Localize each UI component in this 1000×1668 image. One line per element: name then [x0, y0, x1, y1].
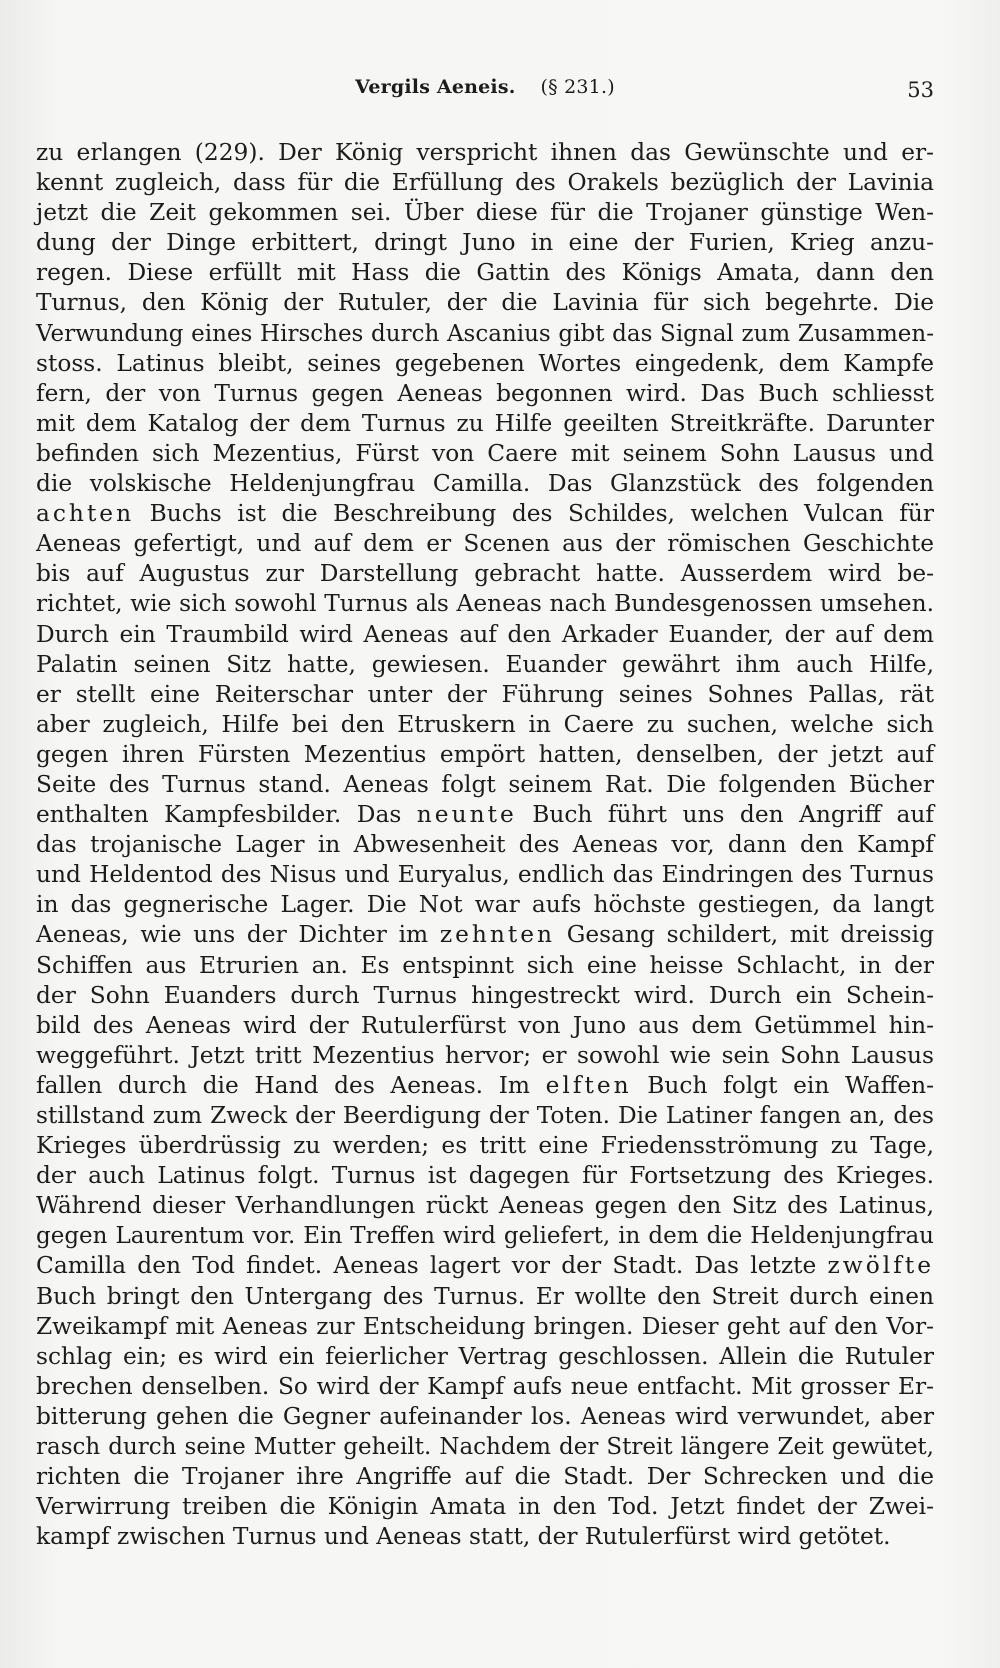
text-line: Aeneas gefertigt, und auf dem er Scenen aus der römischen Geschichte — [36, 530, 934, 558]
page-header — [36, 76, 934, 106]
body-text — [36, 138, 934, 1552]
text-line: kennt zugleich, dass für die Erfüllung des Orakels bezüglich der Lavinia — [36, 169, 934, 197]
text-line: die volskische Heldenjungfrau Camilla. Das Glanzstück des folgenden — [36, 470, 934, 498]
text-line: enthalten Kampfesbilder. Das neunte Buch führt uns den Angriff auf — [36, 801, 934, 829]
running-title-text: Vergils Aeneis. — [355, 76, 516, 98]
text-line: kampf zwischen Turnus und Aeneas statt, der Rutulerfürst wird getötet. — [36, 1523, 891, 1551]
text-line: zu erlangen (229). Der König verspricht ihnen das Gewünschte und er- — [36, 139, 934, 166]
text-line: bild des Aeneas wird der Rutulerfürst von Juno aus dem Getümmel hin- — [36, 1011, 934, 1039]
text-line: rasch durch seine Mutter geheilt. Nachdem der Streit längere Zeit gewütet, — [36, 1434, 934, 1461]
text-line: Aeneas, wie uns der Dichter im zehnten Gesang schildert, mit dreissig — [36, 921, 934, 949]
text-line: in das gegnerische Lager. Die Not war aufs höchste gestiegen, da langt — [36, 891, 934, 919]
text-line: Buch bringt den Untergang des Turnus. Er wollte den Streit durch einen — [36, 1282, 934, 1310]
emphasized-word: zwölfte — [827, 1252, 934, 1280]
text-line: stoss. Latinus bleibt, seines gegebenen Wortes eingedenk, dem Kampfe — [36, 349, 934, 377]
text-line: Krieges überdrüssig zu werden; es tritt eine Friedensströmung zu Tage, — [36, 1132, 934, 1160]
text-line: fallen durch die Hand des Aeneas. Im elften Buch folgt ein Waffen- — [36, 1071, 934, 1099]
text-line: und Heldentod des Nisus und Euryalus, endlich das Eindringen des Turnus — [36, 861, 934, 889]
text-line: bitterung gehen die Gegner aufeinander los. Aeneas wird verwundet, aber — [36, 1402, 934, 1430]
text-line: der auch Latinus folgt. Turnus ist dagegen für Fortsetzung des Krieges. — [36, 1162, 934, 1190]
text-line: jetzt die Zeit gekommen sei. Über diese für die Trojaner günstige Wen- — [36, 199, 934, 227]
text-line: dung der Dinge erbittert, dringt Juno in eine der Furien, Krieg anzu- — [36, 229, 934, 257]
text-line: aber zugleich, Hilfe bei den Etruskern in Caere zu suchen, welche sich — [36, 710, 934, 738]
text-line: Turnus, den König der Rutuler, der die Lavinia für sich begehrte. Die — [36, 289, 934, 317]
text-line: Seite des Turnus stand. Aeneas folgt seinem Rat. Die folgenden Bücher — [36, 770, 934, 798]
text-line: gegen Laurentum vor. Ein Treffen wird geliefert, in dem die Heldenjungfrau — [36, 1223, 934, 1250]
text-line: brechen denselben. So wird der Kampf aufs neue entfacht. Mit grosser Er- — [36, 1372, 934, 1400]
text-line: er stellt eine Reiterschar unter der Führung seines Sohnes Pallas, rät — [36, 680, 934, 708]
text-line: weggeführt. Jetzt tritt Mezentius hervor; er sowohl wie sein Sohn Lausus — [36, 1041, 934, 1069]
text-line: Durch ein Traumbild wird Aeneas auf den Arkader Euander, der auf dem — [36, 620, 934, 648]
text-line: richtet, wie sich sowohl Turnus als Aeneas nach Bundesgenossen umsehen. — [36, 590, 934, 618]
text-line: schlag ein; es wird ein feierlicher Vertrag geschlossen. Allein die Rutuler — [36, 1342, 934, 1370]
text-line: Zweikampf mit Aeneas zur Entscheidung bringen. Dieser geht auf den Vor- — [36, 1312, 934, 1340]
emphasized-word: achten — [36, 500, 135, 528]
text-line: befinden sich Mezentius, Fürst von Caere mit seinem Sohn Lausus und — [36, 439, 934, 467]
text-line: Während dieser Verhandlungen rückt Aeneas gegen den Sitz des Latinus, — [36, 1192, 934, 1220]
emphasized-word: elften — [545, 1071, 632, 1099]
page-number: 53 — [907, 78, 934, 102]
emphasized-word: neunte — [416, 801, 517, 829]
text-line: fern, der von Turnus gegen Aeneas begonnen wird. Das Buch schliesst — [36, 379, 934, 407]
running-title — [36, 76, 934, 98]
text-line: achten Buchs ist die Beschreibung des Schildes, welchen Vulcan für — [36, 500, 934, 528]
text-line: Verwirrung treiben die Königin Amata in den Tod. Jetzt findet der Zwei- — [36, 1493, 934, 1521]
text-line: der Sohn Euanders durch Turnus hingestreckt wird. Durch ein Schein- — [36, 981, 934, 1009]
text-line: stillstand zum Zweck der Beerdigung der Toten. Die Latiner fangen an, des — [36, 1102, 934, 1129]
text-line: bis auf Augustus zur Darstellung gebracht hatte. Ausserdem wird be- — [36, 560, 934, 588]
text-line: Camilla den Tod findet. Aeneas lagert vor der Stadt. Das letzte zwölfte — [36, 1252, 934, 1280]
emphasized-word: zehnten — [439, 921, 556, 949]
section-reference: (§ 231.) — [540, 76, 615, 98]
text-line: gegen ihren Fürsten Mezentius empört hatten, denselben, der jetzt auf — [36, 740, 934, 768]
text-line: Verwundung eines Hirsches durch Ascanius gibt das Signal zum Zusammen- — [36, 320, 934, 347]
text-line: mit dem Katalog der dem Turnus zu Hilfe geeilten Streitkräfte. Darunter — [36, 409, 934, 437]
text-line: richten die Trojaner ihre Angriffe auf die Stadt. Der Schrecken und die — [36, 1463, 934, 1491]
text-line: Schiffen aus Etrurien an. Es entspinnt sich eine heisse Schlacht, in der — [36, 951, 934, 979]
text-line: Palatin seinen Sitz hatte, gewiesen. Euander gewährt ihm auch Hilfe, — [36, 650, 934, 678]
text-line: das trojanische Lager in Abwesenheit des Aeneas vor, dann den Kampf — [36, 831, 934, 859]
text-line: regen. Diese erfüllt mit Hass die Gattin des Königs Amata, dann den — [36, 259, 934, 287]
